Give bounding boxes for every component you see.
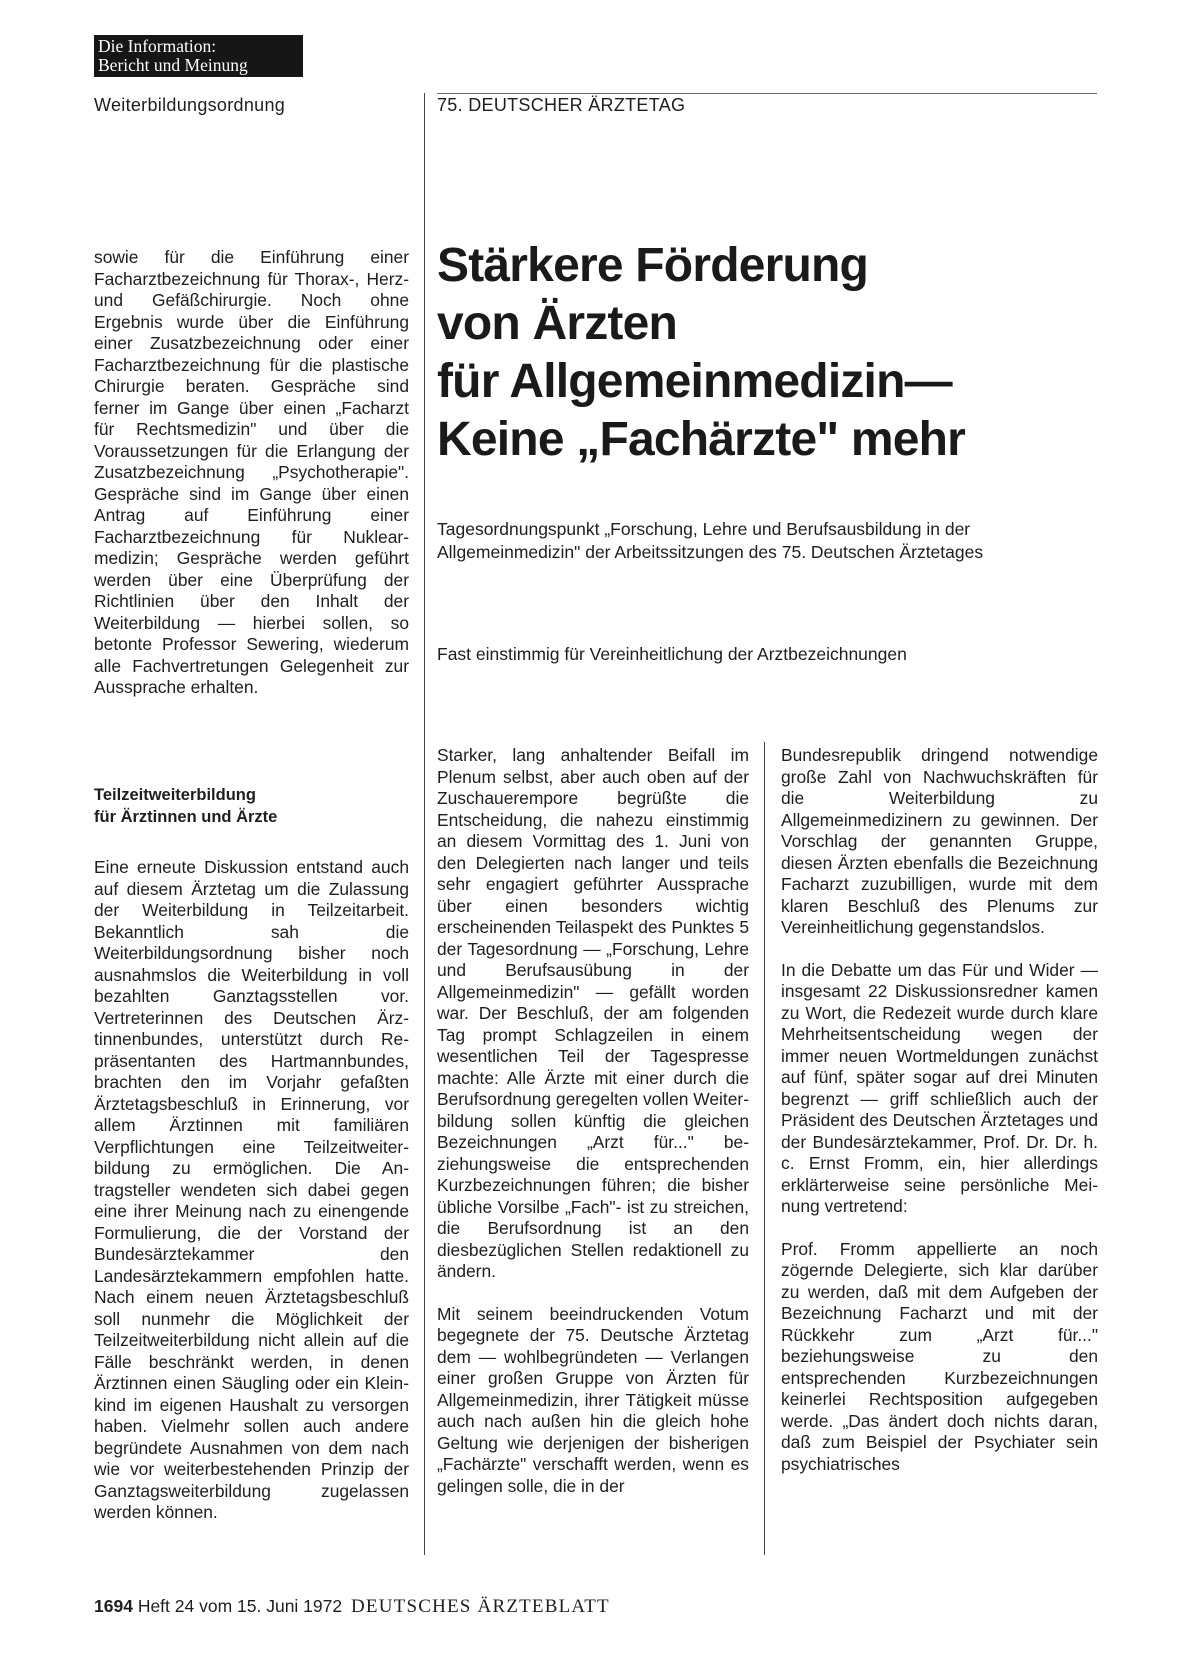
section-label-left: Weiterbildungsordnung xyxy=(94,95,286,115)
middle-column xyxy=(437,745,749,1497)
headline-line-3: für Allgemeinmedizin— xyxy=(437,355,952,408)
subheading-line-1: Teilzeitweiterbildung xyxy=(94,786,256,804)
right-paragraph-3: Prof. Fromm appellierte an noch zögernde Delegierte, sich klar darüber zu werden, daß mit dem Aufgeben der Bezeichnung Facharzt und mit der Rückkehr zum „Arzt für..." beziehungsweise zu den entsprechenden Kurzbezeichnungen keinerlei Rechtsposition aufgegeben werde. „Das ändert doch nichts daran, daß zum Beispiel der Psychiater sein psychiatrisches xyxy=(781,1238,1098,1474)
badge-line-2: Bericht und Meinung xyxy=(98,55,248,75)
page-footer xyxy=(94,1596,610,1618)
article-headline xyxy=(437,237,1077,469)
section-badge xyxy=(94,35,303,77)
left-paragraph-2: Eine erneute Diskussion entstand auch auf diesem Ärztetag um die Zulassung der Weiterbildung in Teilzeitarbeit. Bekanntlich sah die Weiterbildungsordnung bisher noch ausnahmslos die Weiterbildung in voll bezahlten Ganztagsstellen vor. Vertreterinnen des Deutschen Ärztinnenbundes, unterstützt durch Repräsentanten des Hartmannbundes, brachten den im Vorjahr gefaßten Ärztetagsbeschluß in Erinnerung, vor allem Ärztinnen mit familiären Verpflichtungen eine Teilzeitweiterbildung zu ermöglichen. Die Antragsteller wendeten sich dabei gegen eine ihrer Meinung nach zu einengende Formulierung, die der Vorstand der Bundesärztekammer den Landesärztekammern empfohlen hatte. Nach einem neuen Ärztetagsbeschluß soll nunmehr die Möglichkeit der Teilzeitweiterbildung nicht allein auf die Fälle beschränkt werden, in denen Ärztinnen einen Säugling oder ein Kleinkind im eigenen Haushalt zu versorgen haben. Vielmehr sollen auch andere begründete Ausnahmen von dem nach wie vor weiterbestehenden Prinzip der Ganztagsweiterbildung zugelassen werden können. xyxy=(94,857,409,1522)
badge-line-1: Die Information: xyxy=(98,36,217,56)
top-rule xyxy=(437,93,1097,94)
issue-info: Heft 24 vom 15. Juni 1972 xyxy=(137,1596,343,1616)
article-lead: Tagesordnungspunkt „Forschung, Lehre und Berufsausbildung in der Allgemeinmedizin" der Arbeitssitzungen des 75. Deutschen Ärztetages xyxy=(437,519,984,562)
section-label-right: 75. DEUTSCHER ÄRZTETAG xyxy=(437,95,686,115)
right-column xyxy=(781,745,1098,1475)
right-paragraph-2: In die Debatte um das Für und Wider — insgesamt 22 Diskussionsredner kamen zu Wort, die Redezeit wurde durch klare Mehrheitsentscheidung wegen der immer neuen Wortmeldungen zunächst auf fünf, später sogar auf drei Minuten begrenzt — griff schließlich auch der Präsident des Deutschen Ärztetages und der Bundesärztekammer, Prof. Dr. Dr. h. c. Ernst Fromm, ein, hier allerdings erklärterweise seine persönliche Meinung vertretend: xyxy=(781,959,1098,1216)
column-divider-2 xyxy=(764,742,765,1555)
middle-paragraph-2: Mit seinem beeindruckenden Votum begegnete der 75. Deutsche Ärztetag dem — wohlbegründeten — Verlangen einer großen Gruppe von Ärzten für Allgemeinmedizin, ihrer Tätigkeit müsse auch nach außen hin die gleich hohe Geltung wie derjenigen der bisherigen „Fachärzte" verschafft werden, wenn es gelingen solle, die in der xyxy=(437,1303,749,1496)
page-number: 1694 xyxy=(94,1596,133,1616)
left-column xyxy=(94,247,409,699)
headline-line-4: Keine „Fachärzte" mehr xyxy=(437,413,966,466)
left-subheading xyxy=(94,784,409,828)
headline-line-2: von Ärzten xyxy=(437,297,678,350)
article-kicker: Fast einstimmig für Vereinheitlichung der Arztbezeichnungen xyxy=(437,644,907,664)
right-paragraph-1: Bundesrepublik dringend notwendige große Zahl von Nachwuchskräften für die Weiterbildung zu Allgemeinmedizinern zu gewinnen. Der Vorschlag der genannten Gruppe, diesen Ärzten ebenfalls die Bezeichnung Facharzt zuzubilligen, wurde mit dem klaren Beschluß des Plenums zur Vereinheitlichung gegenstandslos. xyxy=(781,745,1098,937)
headline-line-1: Stärkere Förderung xyxy=(437,239,869,292)
left-column-continued xyxy=(94,857,409,1524)
left-paragraph-1: sowie für die Einführung einer Facharztbezeichnung für Thorax-, Herz- und Gefäßchirurgie. Noch ohne Ergebnis wurde über die Einführung einer Zusatzbezeichnung oder einer Facharztbezeichnung für die plastische Chirurgie beraten. Gespräche sind ferner im Gange über einen „Facharzt für Rechtsmedizin" und über die Voraussetzungen für die Erlangung der Zusatzbezeichnung „Psychotherapie". Gespräche sind im Gange über einen Antrag auf Einführung einer Facharztbezeichnung für Nuklearmedizin; Gespräche werden geführt werden über eine Überprüfung der Richtlinien über den Inhalt der Weiterbildung — hierbei sollen, so betonte Professor Sewering, wiederum alle Fachvertretungen Gelegenheit zur Aussprache erhalten. xyxy=(94,247,409,697)
column-divider-1 xyxy=(424,93,425,1555)
middle-paragraph-1: Starker, lang anhaltender Beifall im Plenum selbst, aber auch oben auf der Zuschauerempore begrüßte die Entscheidung, die nahezu einstimmig an diesem Vormittag des 1. Juni von den Delegierten nach langer und teils sehr engagiert geführter Aussprache über einen besonders wichtig erscheinenden Teilaspekt des Punktes 5 der Tagesordnung — „Forschung, Lehre und Berufsausübung in der Allgemeinmedizin" — gefällt worden war. Der Beschluß, der am folgenden Tag prompt Schlagzeilen in einem wesentlichen Teil der Tagespresse machte: Alle Ärzte mit einer durch die Berufsordnung geregelten vollen Weiterbildung sollen künftig die gleichen Bezeichnungen „Arzt für..." beziehungsweise die entsprechenden Kurzbezeichnungen führen; die bisher übliche Vorsilbe „Fach"- ist zu streichen, die Berufsordnung ist an den diesbezüglichen Stellen redaktionell zu ändern. xyxy=(437,745,749,1281)
magazine-name: DEUTSCHES ÄRZTEBLATT xyxy=(350,1596,610,1617)
subheading-line-2: für Ärztinnen und Ärzte xyxy=(94,808,278,826)
